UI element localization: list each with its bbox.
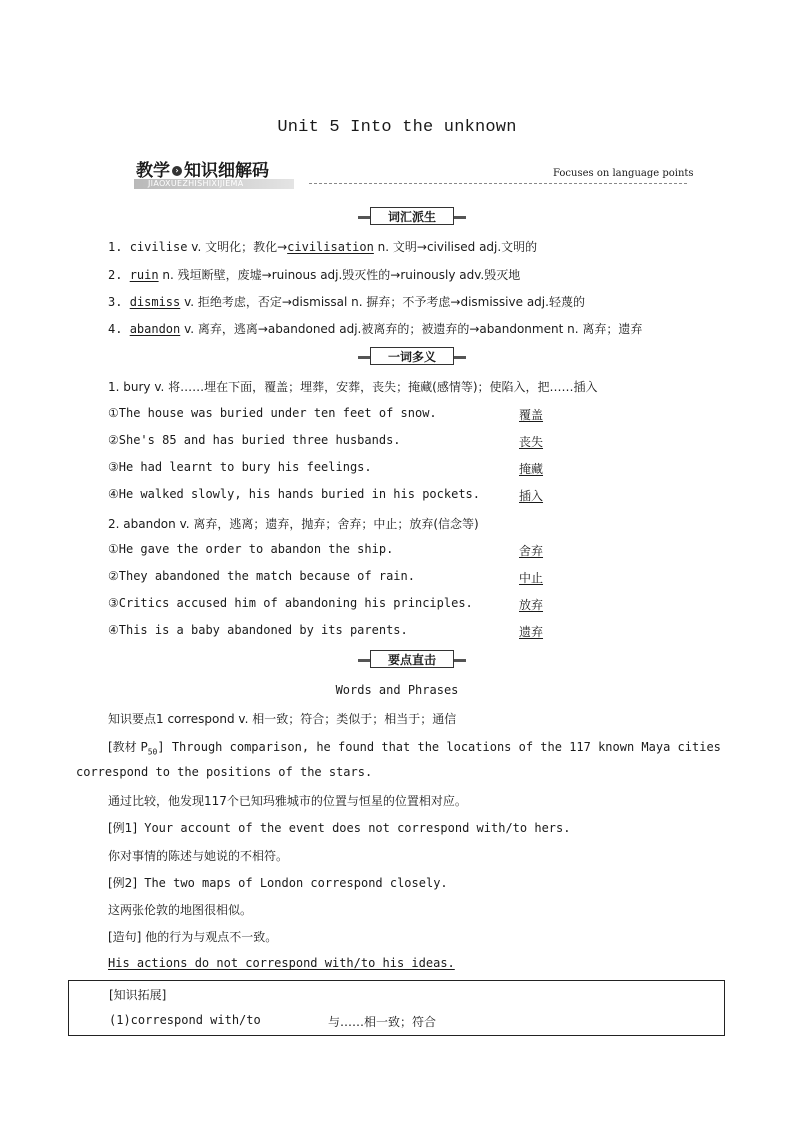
textbook-quote-cont: correspond to the positions of the stars. — [76, 765, 373, 779]
chevron-right-icon: › — [172, 166, 182, 176]
example-sentence: ③Critics accused him of abandoning his principles. — [108, 596, 473, 610]
example-sentence: ②She's 85 and has buried three husbands. — [108, 433, 401, 447]
polysemy-head-bury: 1. bury v. 将……埋在下面，覆盖；埋葬，安葬，丧失；掩藏(感情等)；使陷入，把……插入 — [108, 380, 598, 394]
answer-blank: 中止 — [519, 571, 544, 585]
section-heading-polysemy — [358, 347, 466, 367]
knowledge-point-1: 知识要点1 correspond v. 相一致；符合；类似于；相当于；通信 — [108, 712, 457, 726]
banner-title-a: 教学 — [136, 161, 170, 181]
banner-divider — [309, 183, 687, 184]
example-sentence: ③He had learnt to bury his feelings. — [108, 460, 372, 474]
example-1-translation: 你对事情的陈述与她说的不相符。 — [108, 849, 289, 863]
subheading-words-phrases: Words and Phrases — [335, 683, 459, 697]
derivation-item-4: 4. abandon v. 离弃，逃离→abandoned adj.被离弃的；被遗弃的→abandonment n. 离弃；遗弃 — [108, 322, 643, 336]
banner-title — [136, 156, 269, 181]
section-banner — [134, 156, 309, 189]
example-2-translation: 这两张伦敦的地图很相似。 — [108, 903, 253, 917]
extension-title: [知识拓展] — [109, 988, 167, 1002]
section-heading-label: 词汇派生 — [370, 207, 454, 225]
example-sentence: ②They abandoned the match because of rain. — [108, 569, 415, 583]
example-sentence: ④He walked slowly, his hands buried in his pockets. — [108, 487, 480, 501]
answer-blank: civilisation — [287, 240, 374, 254]
example-sentence: ①The house was buried under ten feet of snow. — [108, 406, 437, 420]
derivation-item-2: 2. ruin n. 残垣断壁，废墟→ruinous adj.毁灭性的→ruinously adv.毁灭地 — [108, 268, 521, 282]
extension-box — [68, 980, 725, 1036]
section-heading-key-points — [358, 650, 466, 670]
answer-blank: 掩藏 — [519, 462, 544, 476]
derivation-item-1: 1. civilise v. 文明化；教化→civilisation n. 文明→civilised adj.文明的 — [108, 240, 538, 254]
example-sentence: ④This is a baby abandoned by its parents. — [108, 623, 408, 637]
section-heading-label: 一词多义 — [370, 347, 454, 365]
answer-blank: 舍弃 — [519, 544, 544, 558]
derivation-item-3: 3. dismiss v. 拒绝考虑，否定→dismissal n. 摒弃；不予考虑→dismissive adj.轻蔑的 — [108, 295, 585, 309]
extension-item-en: (1)correspond with/to — [109, 1013, 261, 1027]
textbook-translation: 通过比较，他发现117个已知玛雅城市的位置与恒星的位置相对应。 — [108, 794, 467, 808]
answer-blank: 遗弃 — [519, 625, 544, 639]
banner-focus: Focuses on language points — [553, 168, 694, 179]
section-heading-derivation — [358, 207, 466, 227]
textbook-quote: [教材 $P_{50}$] Through comparison, he found that the locations of the 117 known Maya cities — [108, 740, 721, 757]
polysemy-head-abandon: 2. abandon v. 离弃，逃离；遗弃，抛弃；舍弃；中止；放弃(信念等) — [108, 517, 479, 531]
banner-pinyin: JIAOXUEZHISHIXIJIEMA — [148, 179, 244, 188]
example-2: [例2] The two maps of London correspond closely. — [108, 876, 448, 890]
banner-title-b: 知识细解码 — [184, 161, 269, 181]
answer-blank: 丧失 — [519, 435, 544, 449]
page-title: Unit 5 Into the unknown — [277, 118, 517, 137]
make-sentence-answer: His actions do not correspond with/to his ideas. — [108, 956, 455, 970]
extension-item-cn: 与……相一致；符合 — [328, 1015, 437, 1029]
answer-blank: 放弃 — [519, 598, 544, 612]
answer-blank: 覆盖 — [519, 408, 544, 422]
make-sentence: [造句] 他的行为与观点不一致。 — [108, 930, 278, 944]
example-1: [例1] Your account of the event does not correspond with/to hers. — [108, 821, 571, 835]
section-heading-label: 要点直击 — [370, 650, 454, 668]
answer-blank: 插入 — [519, 489, 544, 503]
example-sentence: ①He gave the order to abandon the ship. — [108, 542, 394, 556]
